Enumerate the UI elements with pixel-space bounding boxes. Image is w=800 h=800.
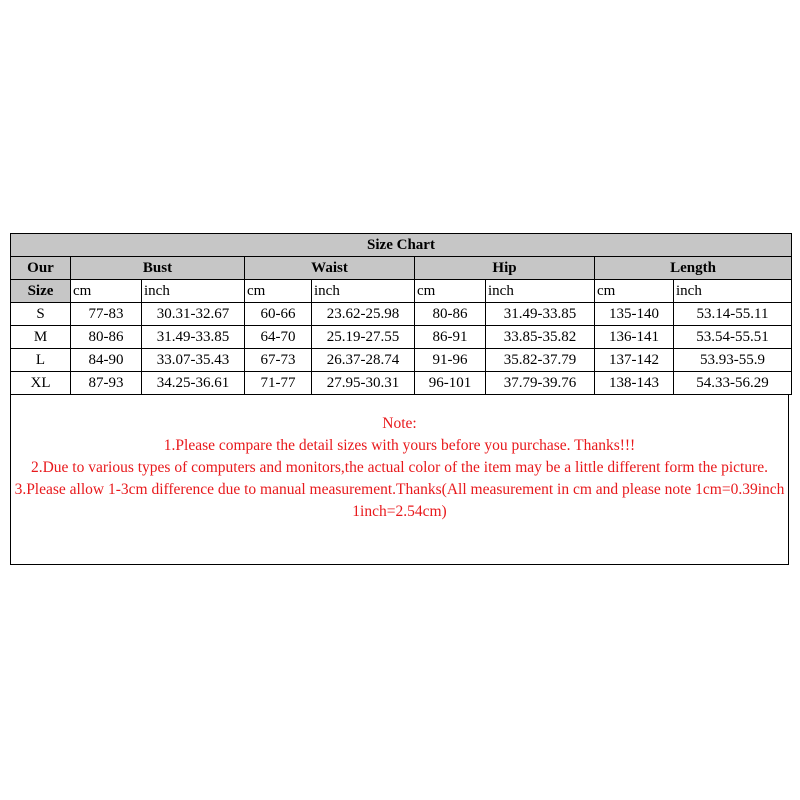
table-cell: 71-77 [245, 372, 312, 395]
table-cell: 31.49-33.85 [142, 326, 245, 349]
table-cell: 87-93 [71, 372, 142, 395]
table-cell: 80-86 [415, 303, 486, 326]
table-cell: 67-73 [245, 349, 312, 372]
table-cell: 26.37-28.74 [312, 349, 415, 372]
size-label: M [11, 326, 71, 349]
table-cell: 80-86 [71, 326, 142, 349]
table-cell: 64-70 [245, 326, 312, 349]
table-cell: 34.25-36.61 [142, 372, 245, 395]
table-cell: 96-101 [415, 372, 486, 395]
table-cell: 27.95-30.31 [312, 372, 415, 395]
table-cell: 135-140 [595, 303, 674, 326]
table-cell: 60-66 [245, 303, 312, 326]
note-heading: Note: [382, 415, 417, 432]
unit-cell: cm [595, 280, 674, 303]
size-chart [10, 233, 791, 565]
header-size: Size [11, 280, 71, 303]
table-cell: 54.33-56.29 [674, 372, 792, 395]
size-label: L [11, 349, 71, 372]
table-cell: 53.54-55.51 [674, 326, 792, 349]
table-row [11, 372, 792, 395]
header-waist: Waist [245, 257, 415, 280]
chart-title: Size Chart [11, 234, 792, 257]
table-cell: 77-83 [71, 303, 142, 326]
header-hip: Hip [415, 257, 595, 280]
header-bust: Bust [71, 257, 245, 280]
table-cell: 30.31-32.67 [142, 303, 245, 326]
unit-cell: cm [415, 280, 486, 303]
unit-cell: inch [312, 280, 415, 303]
table-row [11, 349, 792, 372]
table-cell: 137-142 [595, 349, 674, 372]
unit-cell: inch [142, 280, 245, 303]
table-cell: 53.14-55.11 [674, 303, 792, 326]
note-box [10, 395, 789, 565]
note-line-2: 2.Due to various types of computers and monitors,the actual color of the item may be a little different form the picture. [30, 459, 769, 476]
table-cell: 23.62-25.98 [312, 303, 415, 326]
size-label: S [11, 303, 71, 326]
size-chart-table [10, 233, 792, 395]
table-cell: 86-91 [415, 326, 486, 349]
table-row [11, 303, 792, 326]
table-cell: 31.49-33.85 [486, 303, 595, 326]
table-cell: 33.85-35.82 [486, 326, 595, 349]
note-line-1: 1.Please compare the detail sizes with yours before you purchase. Thanks!!! [163, 437, 636, 454]
header-length: Length [595, 257, 792, 280]
unit-cell: inch [486, 280, 595, 303]
title-row [11, 234, 792, 257]
header-our: Our [11, 257, 71, 280]
note-line-3: 3.Please allow 1-3cm difference due to manual measurement.Thanks(All measurement in cm and please note 1cm=0.39inch 1inch=2.54cm) [14, 481, 785, 520]
unit-header-row [11, 280, 792, 303]
group-header-row [11, 257, 792, 280]
table-row [11, 326, 792, 349]
table-cell: 25.19-27.55 [312, 326, 415, 349]
table-cell: 35.82-37.79 [486, 349, 595, 372]
unit-cell: cm [71, 280, 142, 303]
unit-cell: inch [674, 280, 792, 303]
table-cell: 33.07-35.43 [142, 349, 245, 372]
unit-cell: cm [245, 280, 312, 303]
table-cell: 37.79-39.76 [486, 372, 595, 395]
table-cell: 53.93-55.9 [674, 349, 792, 372]
table-cell: 91-96 [415, 349, 486, 372]
table-cell: 138-143 [595, 372, 674, 395]
table-cell: 136-141 [595, 326, 674, 349]
size-label: XL [11, 372, 71, 395]
table-cell: 84-90 [71, 349, 142, 372]
